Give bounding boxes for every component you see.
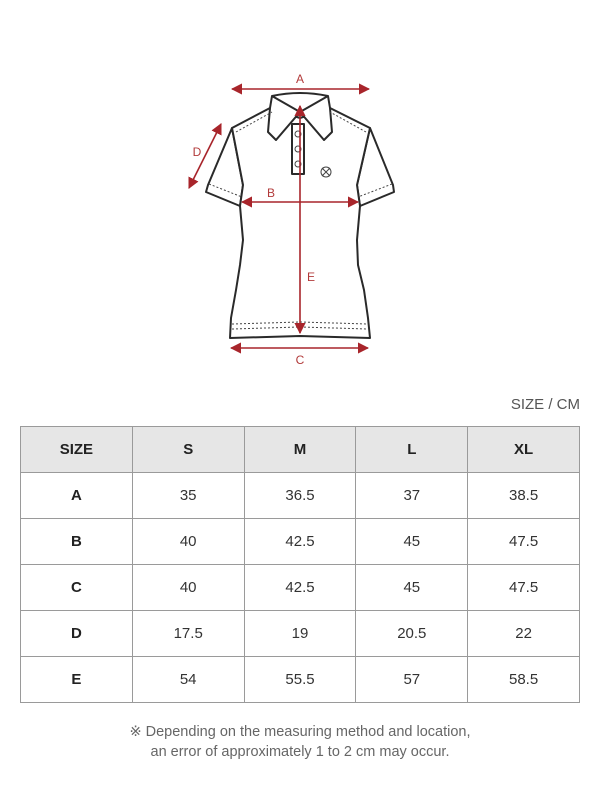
- table-cell: 19: [244, 611, 356, 657]
- measurement-note: [0, 722, 600, 762]
- table-cell: 40: [132, 519, 244, 565]
- table-row: [21, 473, 580, 519]
- row-label: D: [21, 611, 133, 657]
- table-cell: 22: [468, 611, 580, 657]
- table-cell: 54: [132, 657, 244, 703]
- row-label: B: [21, 519, 133, 565]
- row-label: A: [21, 473, 133, 519]
- table-cell: 47.5: [468, 565, 580, 611]
- table-cell: 35: [132, 473, 244, 519]
- label-c: C: [295, 353, 305, 367]
- note-line-1: ※ Depending on the measuring method and location,: [129, 724, 471, 740]
- table-cell: 45: [356, 519, 468, 565]
- unit-label: SIZE / CM: [510, 396, 580, 413]
- table-cell: 47.5: [468, 519, 580, 565]
- header-size: SIZE: [21, 427, 133, 473]
- table-row: [21, 565, 580, 611]
- header-l: L: [356, 427, 468, 473]
- table-cell: 20.5: [356, 611, 468, 657]
- table-row: [21, 611, 580, 657]
- table-row: [21, 657, 580, 703]
- table-cell: 38.5: [468, 473, 580, 519]
- label-a: A: [295, 72, 305, 86]
- table-cell: 42.5: [244, 519, 356, 565]
- table-header-row: [21, 427, 580, 473]
- row-label: E: [21, 657, 133, 703]
- table-cell: 45: [356, 565, 468, 611]
- collar-band: [272, 93, 328, 96]
- table-cell: 17.5: [132, 611, 244, 657]
- polo-shirt-diagram: [0, 0, 600, 380]
- table-cell: 42.5: [244, 565, 356, 611]
- row-label: C: [21, 565, 133, 611]
- label-b: B: [266, 186, 276, 200]
- table-row: [21, 519, 580, 565]
- table-cell: 37: [356, 473, 468, 519]
- label-d: D: [192, 145, 202, 159]
- header-s: S: [132, 427, 244, 473]
- size-table: [20, 426, 580, 703]
- header-m: M: [244, 427, 356, 473]
- table-cell: 36.5: [244, 473, 356, 519]
- table-cell: 58.5: [468, 657, 580, 703]
- note-line-2: an error of approximately 1 to 2 cm may occur.: [150, 744, 450, 760]
- table-cell: 57: [356, 657, 468, 703]
- label-e: E: [306, 270, 316, 284]
- table-cell: 55.5: [244, 657, 356, 703]
- header-xl: XL: [468, 427, 580, 473]
- table-cell: 40: [132, 565, 244, 611]
